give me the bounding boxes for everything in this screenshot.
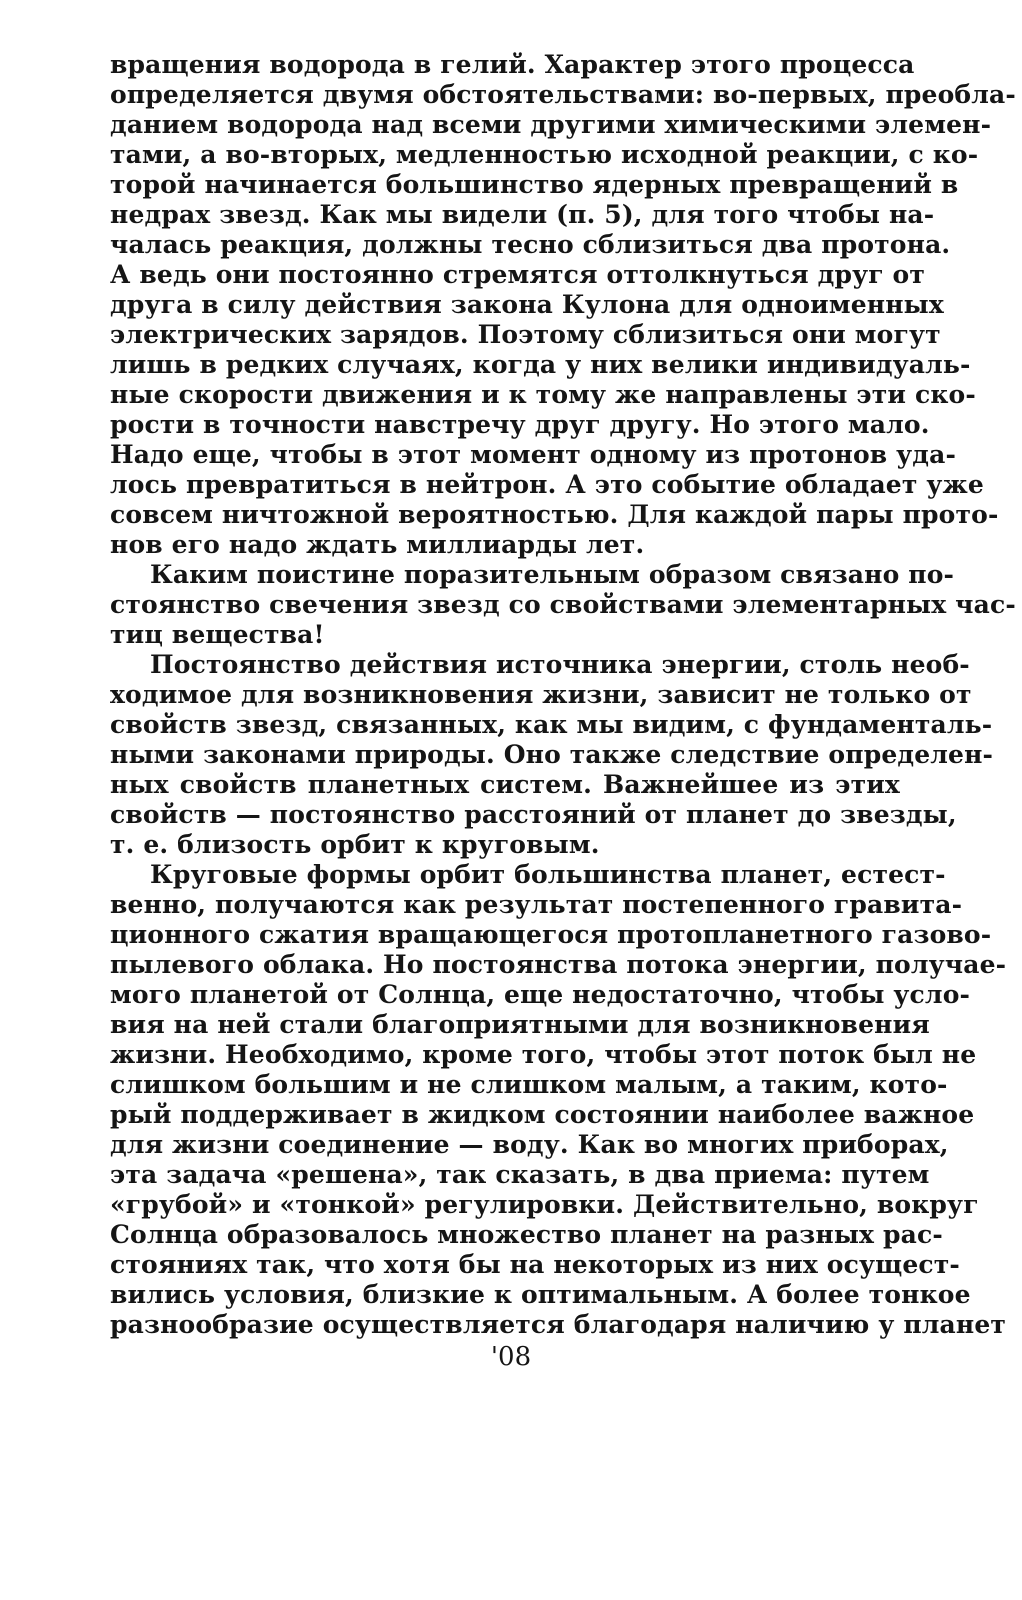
paragraph [110,560,1016,650]
text-line: «грубой» и «тонкой» регулировки. Действительно, вокруг [110,1190,979,1219]
text-line: недрах звезд. Как мы видели (п. 5), для того чтобы на- [110,200,935,229]
paragraph [110,860,1007,1340]
page-body [110,50,1016,1340]
text-line: ные скорости движения и к тому же направлены эти ско- [110,380,976,409]
text-line: ходимое для возникновения жизни, зависит не только от [110,680,972,709]
text-line: вия на ней стали благоприятными для возникновения [110,1010,930,1039]
text-line: данием водорода над всеми другими химическими элемен- [110,110,992,139]
text-line: друга в силу действия закона Кулона для одноименных [110,290,944,319]
text-line: для жизни соединение — воду. Как во многих приборах, [110,1130,949,1159]
text-line: венно, получаются как результат постепенного гравита- [110,890,963,919]
text-line: рости в точности навстречу друг другу. Но этого мало. [110,410,930,439]
text-line: вращения водорода в гелий. Характер этого процесса [110,50,915,79]
text-line: Круговые формы орбит большинства планет, естест- [150,860,946,889]
text-line: лось превратиться в нейтрон. А это событие обладает уже [110,470,984,499]
text-line: рый поддерживает в жидком состоянии наиболее важное [110,1100,975,1129]
text-line: стояниях так, что хотя бы на некоторых из них осущест- [110,1250,960,1279]
text-line: свойств звезд, связанных, как мы видим, с фундаменталь- [110,710,993,739]
text-line: торой начинается большинство ядерных превращений в [110,170,959,199]
text-line: Каким поистине поразительным образом связано по- [150,560,955,589]
text-line: пылевого облака. Но постоянства потока энергии, получае- [110,950,1007,979]
text-line: вились условия, близкие к оптимальным. А более тонкое [110,1280,971,1309]
text-line: тами, а во-вторых, медленностью исходной реакции, с ко- [110,140,979,169]
paragraph [110,650,994,860]
page-number: '08 [490,1342,532,1372]
text-line: эта задача «решена», так сказать, в два приема: путем [110,1160,930,1189]
text-line: т. е. близость орбит к круговым. [110,830,600,859]
text-line: совсем ничтожной вероятностью. Для каждой пары прото- [110,500,999,529]
text-line: жизни. Необходимо, кроме того, чтобы этот поток был не [110,1040,977,1069]
text-line: электрических зарядов. Поэтому сблизиться они могут [110,320,941,349]
text-line: разнообразие осуществляется благодаря наличию у планет [110,1310,1007,1339]
text-line: лишь в редких случаях, когда у них велики индивидуаль- [110,350,971,379]
text-line: слишком большим и не слишком малым, а таким, кото- [110,1070,948,1099]
paragraph [110,50,1016,560]
text-line: свойств — постоянство расстояний от планет до звезды, [110,800,957,829]
text-line: Солнца образовалось множество планет на разных рас- [110,1220,943,1249]
text-line: определяется двумя обстоятельствами: во-первых, преобла- [110,80,1016,109]
text-line: ционного сжатия вращающегося протопланетного газово- [110,920,992,949]
text-line: ными законами природы. Оно также следствие определен- [110,740,994,769]
text-line: Надо еще, чтобы в этот момент одному из протонов уда- [110,440,956,469]
text-line: тиц вещества! [110,620,325,649]
text-line: мого планетой от Солнца, еще недостаточно, чтобы усло- [110,980,971,1009]
text-line: А ведь они постоянно стремятся оттолкнуться друг от [110,260,926,289]
text-line: чалась реакция, должны тесно сблизиться два протона. [110,230,951,259]
text-line: стоянство свечения звезд со свойствами элементарных час- [110,590,1016,619]
text-line: Постоянство действия источника энергии, столь необ- [150,650,970,679]
text-line: нов его надо ждать миллиарды лет. [110,530,645,559]
text-line: ных свойств планетных систем. Важнейшее из этих [110,770,900,799]
